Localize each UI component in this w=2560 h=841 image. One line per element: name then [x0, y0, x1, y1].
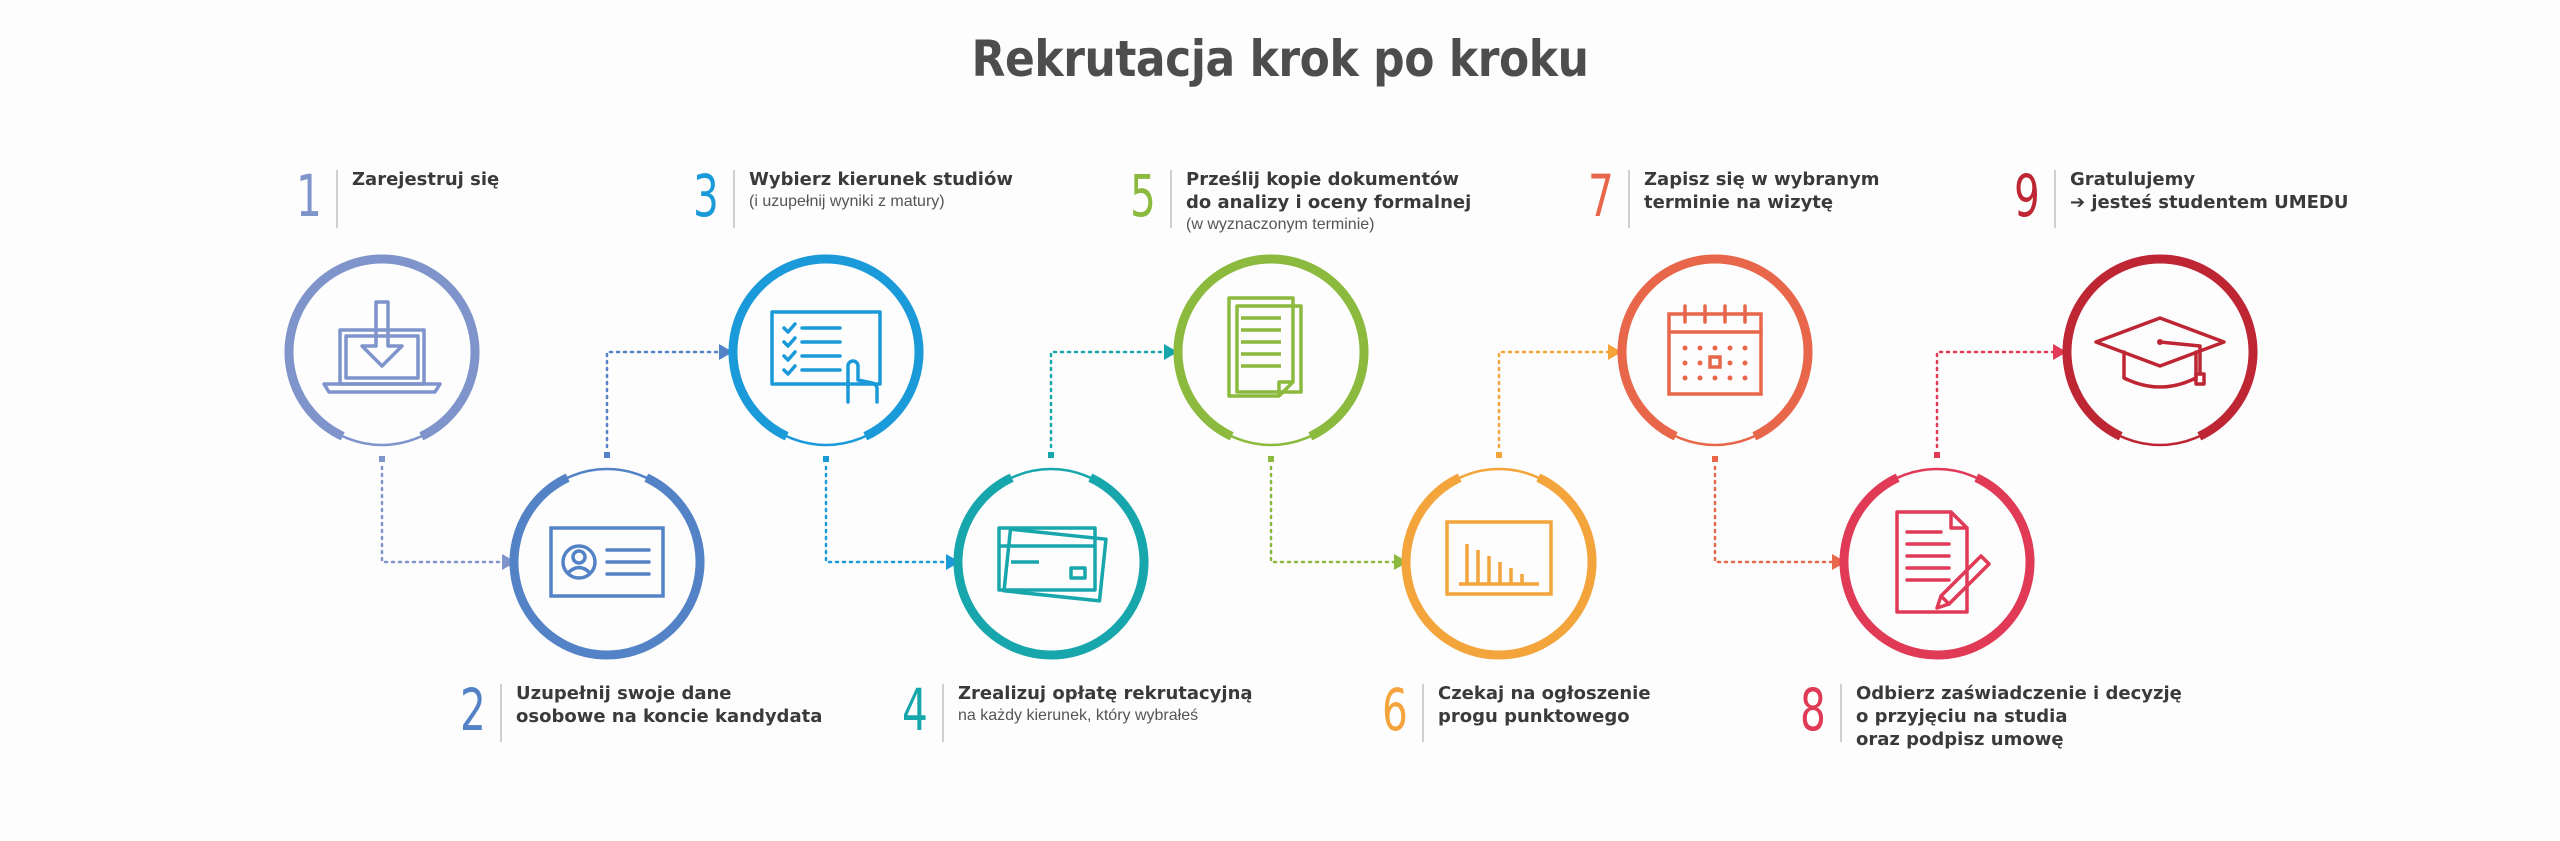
- step-number: 7: [1588, 162, 1614, 230]
- step-4-circle: [958, 469, 1144, 655]
- step-2-circle: [514, 469, 700, 655]
- step-title-line: Gratulujemy: [2070, 169, 2196, 190]
- connector-8-9: [1934, 344, 2067, 458]
- step-9-label: [2014, 162, 2349, 230]
- step-title-line: Wybierz kierunek studiów: [749, 169, 1013, 190]
- divider: [336, 170, 338, 228]
- connector-3-4: [823, 456, 960, 570]
- divider: [733, 170, 735, 228]
- connector-6-7: [1496, 344, 1622, 458]
- step-note: (i uzupełnij wyniki z matury): [749, 193, 945, 210]
- step-3-label: [693, 162, 1013, 230]
- step-number: 9: [2014, 162, 2040, 230]
- step-number: 1: [296, 162, 322, 230]
- divider: [500, 684, 502, 742]
- step-title-line: progu punktowego: [1438, 706, 1630, 727]
- step-title-line: Zrealizuj opłatę rekrutacyjną: [958, 683, 1253, 704]
- step-title-line: Odbierz zaświadczenie i decyzję: [1856, 683, 2182, 704]
- step-title-line: Prześlij kopie dokumentów: [1186, 169, 1460, 190]
- step-8-circle: [1844, 469, 2030, 655]
- step-title-line: do analizy i oceny formalnej: [1186, 192, 1472, 213]
- connector-2-3: [604, 344, 733, 458]
- step-6-label: [1382, 676, 1651, 744]
- step-6-circle: [1406, 469, 1592, 655]
- connector-7-8: [1712, 456, 1846, 570]
- divider: [942, 684, 944, 742]
- step-title-line: oraz podpisz umowę: [1856, 729, 2064, 750]
- step-3-circle: [733, 259, 919, 445]
- step-number: 3: [693, 162, 719, 230]
- step-5-label: [1130, 162, 1472, 236]
- divider: [1422, 684, 1424, 742]
- connector-4-5: [1048, 344, 1178, 458]
- step-2-label: [460, 676, 823, 744]
- step-note: (w wyznaczonym terminie): [1186, 216, 1375, 233]
- divider: [1628, 170, 1630, 228]
- step-1-label: [296, 162, 500, 230]
- step-4-label: [902, 676, 1253, 744]
- step-number: 8: [1800, 676, 1826, 744]
- connector-5-6: [1268, 456, 1408, 570]
- step-7-circle: [1622, 259, 1808, 445]
- step-note: na każdy kierunek, który wybrałeś: [958, 707, 1199, 724]
- step-number: 2: [460, 676, 486, 744]
- connector-1-2: [379, 456, 516, 570]
- step-title-line: Zarejestruj się: [352, 169, 500, 190]
- step-number: 5: [1130, 162, 1156, 230]
- step-title-line: ➔ jesteś studentem UMEDU: [2070, 192, 2349, 213]
- step-title-line: Czekaj na ogłoszenie: [1438, 683, 1651, 704]
- step-title-line: o przyjęciu na studia: [1856, 706, 2068, 727]
- step-7-label: [1588, 162, 1880, 230]
- step-title-line: Zapisz się w wybranym: [1644, 169, 1880, 190]
- step-9-circle: [2067, 259, 2253, 445]
- divider: [1840, 684, 1842, 742]
- step-5-circle: [1178, 259, 1364, 445]
- step-number: 6: [1382, 676, 1408, 744]
- page-title: Rekrutacja krok po kroku: [971, 30, 1589, 88]
- step-8-label: [1800, 676, 2182, 751]
- step-number: 4: [902, 676, 928, 744]
- divider: [1170, 170, 1172, 228]
- step-title-line: Uzupełnij swoje dane: [516, 683, 732, 704]
- step-title-line: osobowe na koncie kandydata: [516, 706, 823, 727]
- step-1-circle: [289, 259, 475, 445]
- divider: [2054, 170, 2056, 228]
- step-title-line: terminie na wizytę: [1644, 192, 1834, 213]
